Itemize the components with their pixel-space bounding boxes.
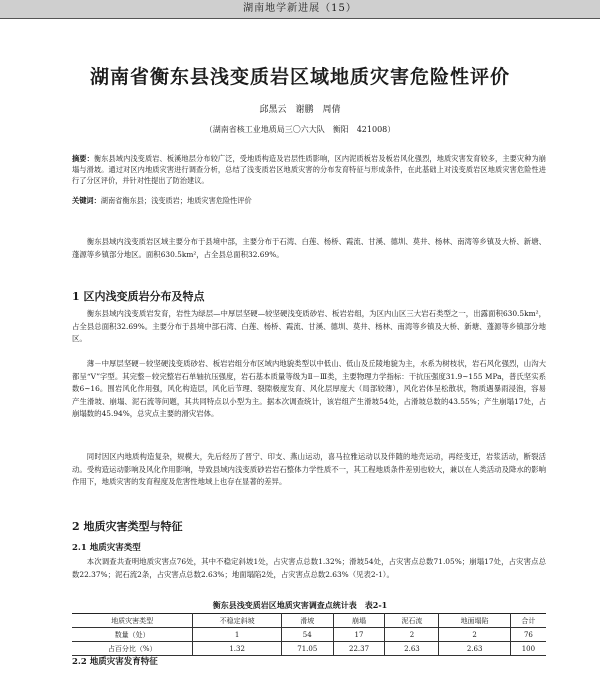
table-cell: 100 [510,642,546,656]
table-cell: 71.05 [281,642,333,656]
table-caption: 衡东县浅变质岩区地质灾害调查点统计表 表2-1 [212,600,388,610]
table-cell: 2.63 [439,642,510,656]
table-header-cell: 不稳定斜坡 [193,614,282,628]
table-row [72,642,546,656]
section-1-paragraph-2: 薄－中厚层坚硬－较坚硬浅变质砂岩、板岩岩组分布区域内地貌类型以中低山、低山及丘陵地貌为主，水系为树枝状，岩石风化强烈，山沟大都呈“V”字型。其完整－较完整岩石单轴抗压强度，岩石基本质量等级为Ⅱ－Ⅲ类，主要物理力学指标：干抗压强度31.9~155 MPa，普氏坚实系数6~16。围岩风化作用强，风化构造层，风化后节理、裂隙极度发育、风化层厚度大（局部较薄），风化岩体呈松散状，物质遇暴雨浸泡，容易产生滑坡、崩塌、泥石流等问题，其共同特点以小型为主。据本次调查统计，该岩组产生滑坡54处，占滑坡总数的43.55%；产生崩塌17处，占崩塌数的45.94%，总灾点主要的滑灾岩体。 [72,359,546,419]
table-header-cell: 地面塌陷 [439,614,510,628]
paper-title: 湖南省衡东县浅变质岩区域地质灾害危险性评价 [89,66,510,88]
table-cell: 22.37 [333,642,385,656]
intro-paragraph: 衡东县域内浅变质岩区域主要分布于县境中部，主要分布于石湾、白莲、杨桥、霞流、甘溪、德圳、莫井、杨林、南湾等乡镇及大桥、新塘、蓬源等乡镇部分地区。面积630.5km²，占全县总面积32.69%。 [72,237,546,259]
section-1-heading: 1 区内浅变质岩分布及特点 [72,290,205,303]
table-cell: 17 [333,628,385,642]
table-cell: 2 [439,628,510,642]
table-row [72,628,546,642]
abstract [72,153,546,186]
section-2-2-heading: 2.2 地质灾害发育特征 [72,657,158,667]
table-cell: 1.32 [193,642,282,656]
affiliation: （湖南省核工业地质局三〇六大队 衡阳 421008） [204,125,396,134]
keywords-label: 关键词： [72,196,101,205]
table-cell: 数量（处） [72,628,193,642]
abstract-text: 衡东县域内浅变质岩、板溪地层分布较广泛，受地质构造及岩层性质影响，区内泥质板岩及板岩风化强烈，地质灾害发育较多，主要灾种为崩塌与滑坡。通过对区内地质灾害进行调查分析，总结了浅变质岩区地质灾害的分布发育特征与形成条件，在此基础上对浅变质岩区地质灾害危险性进行了分区评价，并针对性提出了防治建议。 [72,154,546,185]
table-header-cell: 合计 [510,614,546,628]
table-header-cell: 地质灾害类型 [72,614,193,628]
section-2-1-paragraph: 本次调查共查明地质灾害点76处，其中不稳定斜坡1处，占灾害点总数1.32%；滑坡54处，占灾害点总数71.05%；崩塌17处，占灾害点总数22.37%；泥石流2条，占灾害点总数2.63%；地面塌陷2处，占灾害点总数2.63%（见表2-1）。 [72,557,546,579]
table-cell: 占百分比（%） [72,642,193,656]
table-cell: 1 [193,628,282,642]
table-header-row [72,614,546,628]
hazard-statistics-table [72,613,546,656]
section-2-1-heading: 2.1 地质灾害类型 [72,543,141,553]
keywords-text: 湖南省衡东县；浅变质岩；地质灾害危险性评价 [100,196,252,205]
table-header-cell: 滑坡 [281,614,333,628]
abstract-label: 摘要： [72,154,94,163]
table-cell: 2.63 [385,642,439,656]
table-header-cell: 崩塌 [333,614,385,628]
journal-header: 湖南地学新进展（15） [0,0,600,19]
table-cell: 2 [385,628,439,642]
table-cell: 76 [510,628,546,642]
table-cell: 54 [281,628,333,642]
section-2-heading: 2 地质灾害类型与特征 [72,520,183,533]
section-1-paragraph-3: 同时因区内地质构造复杂，规模大，先后经历了晋宁、印支、燕山运动，喜马拉雅运动以及伴随的地壳运动，再经变迁，岩浆活动，断裂活动。受构造运动影响及风化作用影响，导致县域内浅变质砂岩岩石整体力学性质不一，其工程地质条件差别也较大，兼以在人类活动及降水的影响作用下，地质灾害的发育程度及危害性地域上也存在显著的差异。 [72,452,546,487]
section-1-paragraph-1: 衡东县域内浅变质岩发育，岩性为绿层—中厚层坚硬—较坚硬浅变质砂岩、板岩岩组，为区内山区三大岩石类型之一，出露面积630.5km²，占全县总面积32.69%。主要分布于县境中部石湾、白莲、杨桥、霞流、甘溪、德圳、莫井、杨林、南湾等乡镇及大桥、新塘、蓬源等乡镇部分地区。 [72,309,546,344]
keywords [72,195,546,206]
authors: 邱黑云 谢鹏 周倩 [259,105,341,115]
table-header-cell: 泥石流 [385,614,439,628]
